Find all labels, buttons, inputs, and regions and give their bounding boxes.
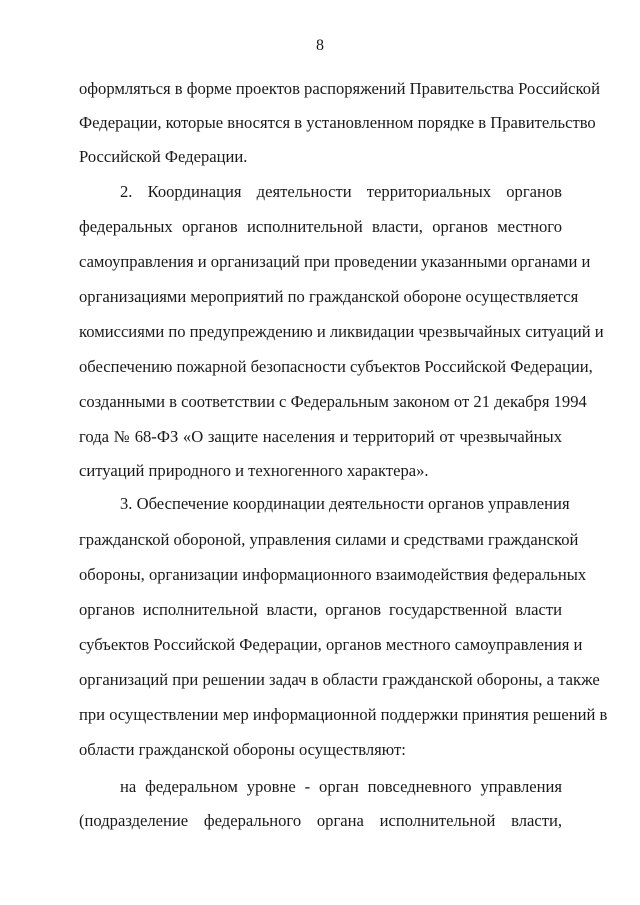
text-line: 3. Обеспечение координации деятельности органов управления bbox=[120, 494, 570, 513]
text-line: субъектов Российской Федерации, органов местного самоуправления и bbox=[79, 635, 583, 654]
text-line: федеральных органов исполнительной власти, органов местного bbox=[79, 217, 562, 236]
text-line: Федерации, которые вносятся в установленном порядке в Правительство bbox=[79, 113, 596, 132]
text-line: оформляться в форме проектов распоряжений Правительства Российской bbox=[79, 79, 600, 98]
text-line: на федеральном уровне - орган повседневного управления bbox=[120, 777, 562, 796]
text-line: Российской Федерации. bbox=[79, 147, 248, 166]
text-line: (подразделение федерального органа исполнительной власти, bbox=[79, 811, 562, 830]
text-line: обеспечению пожарной безопасности субъектов Российской Федерации, bbox=[79, 357, 593, 376]
text-line: года № 68-ФЗ «О защите населения и территорий от чрезвычайных bbox=[79, 427, 562, 446]
text-line: органов исполнительной власти, органов государственной власти bbox=[79, 600, 562, 619]
page-number: 8 bbox=[316, 37, 324, 54]
text-line: при осуществлении мер информационной поддержки принятия решений в bbox=[79, 705, 608, 724]
text-line: области гражданской обороны осуществляют: bbox=[79, 740, 406, 759]
text-line: организациями мероприятий по гражданской обороне осуществляется bbox=[79, 287, 579, 306]
text-line: обороны, организации информационного взаимодействия федеральных bbox=[79, 565, 587, 584]
text-line: созданными в соответствии с Федеральным законом от 21 декабря 1994 bbox=[79, 392, 587, 411]
text-line: гражданской обороной, управления силами и средствами гражданской bbox=[79, 530, 579, 549]
text-line: ситуаций природного и техногенного характера». bbox=[79, 461, 429, 480]
text-line: комиссиями по предупреждению и ликвидации чрезвычайных ситуаций и bbox=[79, 322, 604, 341]
text-line: 2. Координация деятельности территориальных органов bbox=[120, 182, 562, 201]
text-line: самоуправления и организаций при проведении указанными органами и bbox=[79, 252, 591, 271]
text-line: организаций при решении задач в области гражданской обороны, а также bbox=[79, 670, 600, 689]
